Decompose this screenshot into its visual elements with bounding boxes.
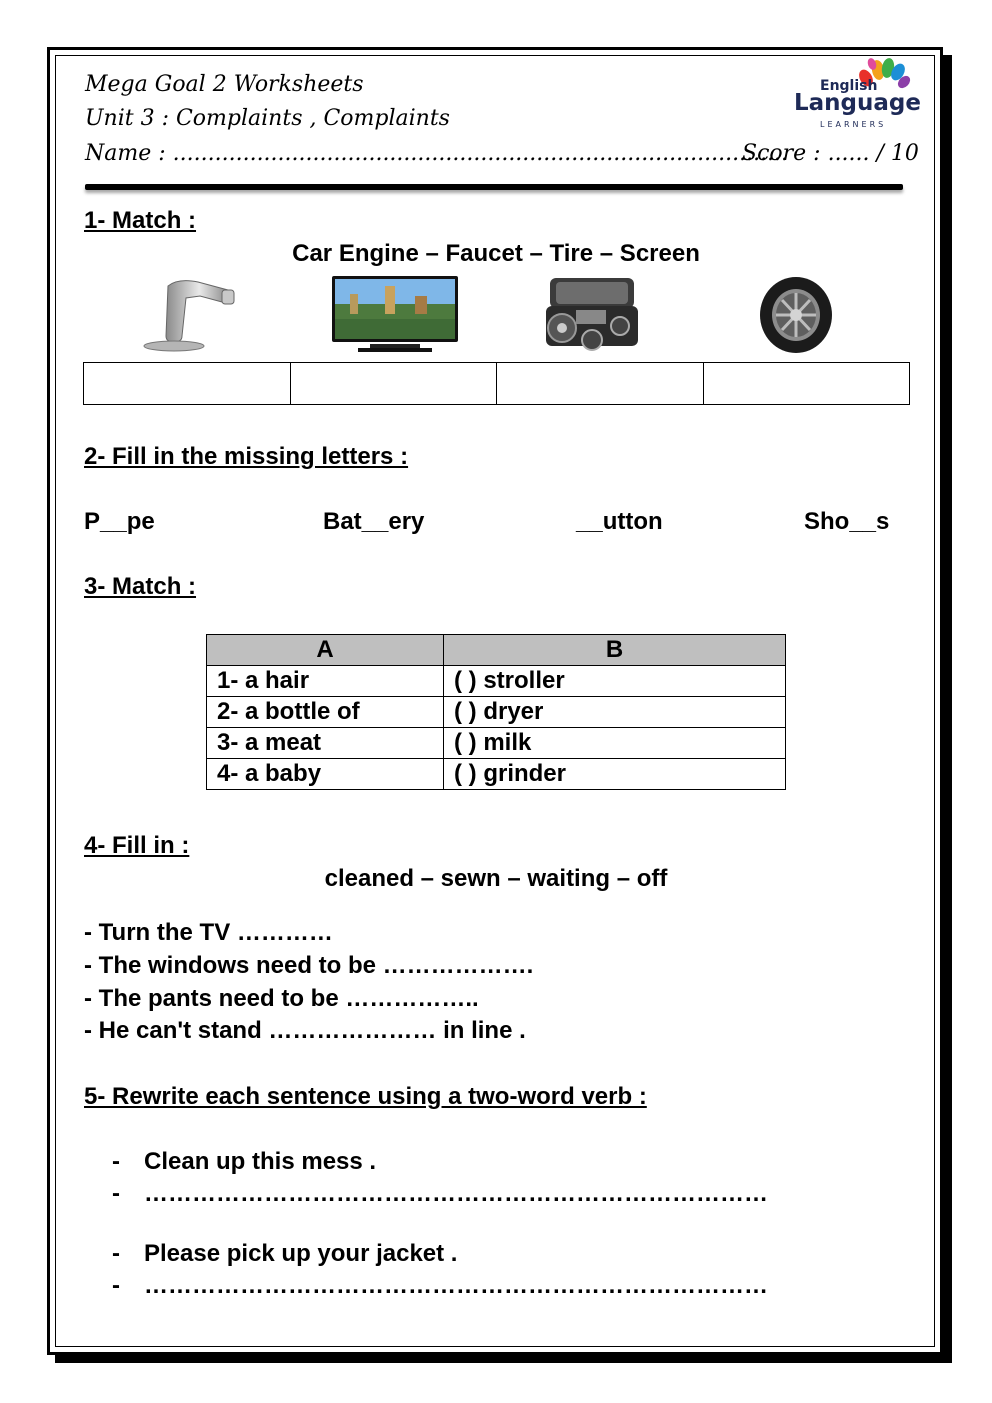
q2-word: Sho__s: [804, 508, 890, 535]
q1-answer-table: [83, 362, 910, 405]
q1-word-bank: Car Engine – Faucet – Tire – Screen: [292, 240, 700, 267]
bullet-dash: -: [112, 1240, 120, 1267]
q4-sentence[interactable]: - He can't stand ………………… in line .: [84, 1017, 526, 1044]
cell-b[interactable]: ( ) dryer: [444, 697, 786, 728]
q4-sentence[interactable]: - The pants need to be ……………..: [84, 985, 479, 1012]
worksheet-title: Mega Goal 2 Worksheets: [85, 72, 364, 97]
q1-answer-box[interactable]: [497, 363, 704, 405]
tire-image: [756, 274, 836, 356]
q3-title: 3- Match :: [84, 573, 197, 600]
q1-pictures: [0, 270, 992, 360]
q4-word-bank: cleaned – sewn – waiting – off: [324, 865, 668, 892]
bullet-dash: -: [112, 1272, 120, 1299]
cell-b[interactable]: ( ) grinder: [444, 759, 786, 790]
logo-english: English: [820, 78, 878, 94]
q5-answer-line[interactable]: ……………………………………………………………………: [144, 1272, 768, 1299]
name-field[interactable]: Name : ........................................................................................: [85, 141, 789, 166]
cell-b[interactable]: ( ) stroller: [444, 666, 786, 697]
header-divider: [85, 184, 903, 190]
table-row: [207, 728, 786, 759]
q5-item: [112, 1272, 768, 1300]
q5-sentence: Clean up this mess .: [144, 1148, 377, 1175]
cell-b[interactable]: ( ) milk: [444, 728, 786, 759]
english-language-learners-logo: [790, 56, 920, 130]
q3-match-table: [206, 634, 786, 790]
logo-learners: LEARNERS: [820, 120, 887, 129]
column-b-header: B: [444, 635, 786, 666]
bullet-dash: -: [112, 1148, 120, 1175]
cell-a: 2- a bottle of: [207, 697, 444, 728]
q1-answer-box[interactable]: [703, 363, 910, 405]
table-row: [207, 666, 786, 697]
screen-image: [330, 274, 460, 358]
q5-title: 5- Rewrite each sentence using a two-word verb :: [84, 1083, 647, 1110]
table-row: [207, 697, 786, 728]
bullet-dash: -: [112, 1180, 120, 1207]
cell-a: 3- a meat: [207, 728, 444, 759]
q4-sentence[interactable]: - The windows need to be ……………….: [84, 952, 534, 979]
column-a-header: A: [207, 635, 444, 666]
unit-title: Unit 3 : Complaints , Complaints: [85, 106, 450, 131]
q1-answer-box[interactable]: [84, 363, 291, 405]
q2-title: 2- Fill in the missing letters :: [84, 443, 409, 470]
score-field: Score : ...... / 10: [742, 141, 919, 166]
q2-word: P__pe: [84, 508, 155, 535]
cell-a: 4- a baby: [207, 759, 444, 790]
q5-item: [112, 1180, 768, 1208]
q5-answer-line[interactable]: ……………………………………………………………………: [144, 1180, 768, 1207]
q2-word: Bat__ery: [323, 508, 425, 535]
q5-item: [112, 1240, 457, 1268]
q5-item: [112, 1148, 376, 1176]
q1-answer-box[interactable]: [290, 363, 497, 405]
q4-sentence[interactable]: - Turn the TV …………: [84, 919, 333, 946]
faucet-image: [138, 276, 238, 352]
cell-a: 1- a hair: [207, 666, 444, 697]
table-header-row: [207, 635, 786, 666]
q5-sentence: Please pick up your jacket .: [144, 1240, 458, 1267]
q2-word: __utton: [576, 508, 663, 535]
q1-title: 1- Match :: [84, 207, 197, 234]
q4-title: 4- Fill in :: [84, 832, 190, 859]
table-row: [207, 759, 786, 790]
car-engine-image: [540, 270, 644, 360]
logo-language: Language: [794, 90, 921, 116]
